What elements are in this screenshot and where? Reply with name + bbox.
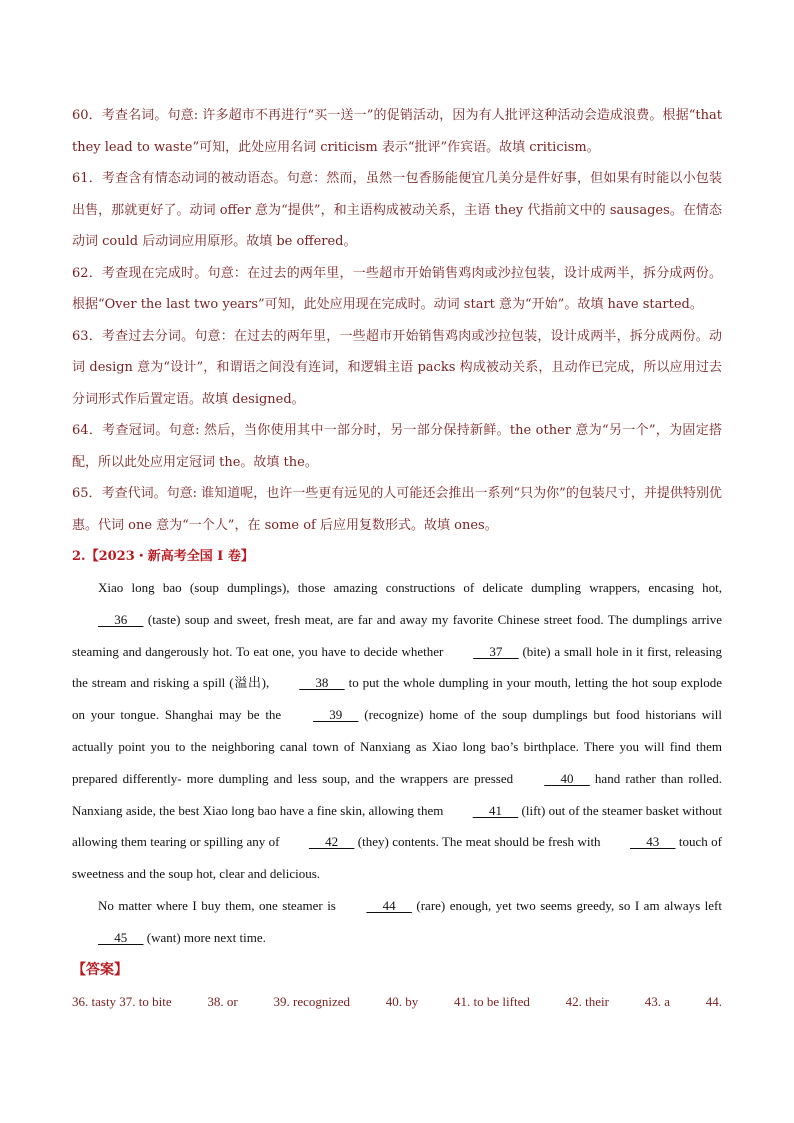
answer-item: 39. recognized — [273, 993, 351, 1009]
passage — [72, 572, 722, 954]
answer-item: 38. or — [207, 993, 238, 1009]
explanation-62: 62．考查现在完成时。句意：在过去的两年里，一些超市开始销售鸡肉或沙拉包装，设计成两半，拆分成两份。根据“Over the last two years”可知，此处应用现在完成时。动词 start 意为“开始”。故填 have started。 — [72, 265, 722, 312]
answer-item: 42. their — [565, 993, 609, 1009]
passage-text: hand rather than rolled. Nanxiang aside, the best Xiao long bao have a fine skin, allowing them — [72, 770, 722, 818]
answer-item: 41. to be lifted — [454, 993, 530, 1009]
passage-text: to put the whole dumpling in your mouth, letting the hot soup explode on your tongue. Shanghai may be the — [72, 675, 722, 723]
passage-paragraph-1 — [72, 572, 722, 890]
answer-heading: 【答案】 — [72, 961, 128, 978]
blank-42: 42 — [308, 834, 355, 850]
passage-text: (recognize) home of the soup dumplings but food historians will actually point you to the neighboring canal town of Nanxiang as Xiao long bao’s birthplace. There you will find them prepared differently- more dumpling and less soup, and the wrappers are pressed — [72, 707, 722, 786]
section-heading: 2.【2023・新高考全国 I 卷】 — [72, 549, 254, 564]
blank-45: 45 — [98, 929, 144, 945]
blank-44: 44 — [366, 897, 412, 913]
answer-row — [72, 986, 722, 1017]
blank-41: 41 — [472, 802, 519, 818]
blank-40: 40 — [544, 770, 590, 786]
passage-text: Xiao long bao (soup dumplings), those amazing constructions of delicate dumpling wrappers, encasing hot, — [98, 580, 722, 595]
blank-38: 38 — [299, 675, 345, 691]
explanations — [72, 100, 722, 541]
passage-text: (bite) a small hole in it first, releasing the stream and risking a spill (溢出), — [72, 643, 722, 691]
answer-item: 43. a — [644, 993, 670, 1009]
explanation-63: 63．考查过去分词。句意：在过去的两年里，一些超市开始销售鸡肉或沙拉包装，设计成两半，拆分成两份。动词 design 意为“设计”，和谓语之间没有连词，和逻辑主语 packs 构成被动关系，且动作已完成，所以应用过去分词形式作后置定语。故填 designed。 — [72, 328, 722, 407]
explanation-60: 60．考查名词。句意: 许多超市不再进行“买一送一”的促销活动，因为有人批评这种活动会造成浪费。根据“that they lead to waste”可知，此处应用名词 criticism 表示“批评”作宾语。故填 criticism。 — [72, 108, 722, 155]
answer-item: 36. tasty 37. to bite — [72, 993, 172, 1009]
passage-text: No matter where I buy them, one steamer is — [98, 897, 341, 913]
passage-paragraph-2 — [72, 890, 722, 954]
document-page — [72, 100, 722, 1017]
passage-text: (taste) soup and sweet, fresh meat, are far and away my favorite Chinese street food. The dumplings arrive steaming and dangerously hot. To eat one, you have to decide whether — [72, 611, 722, 659]
passage-text: (they) contents. The meat should be fresh with — [354, 834, 604, 850]
blank-39: 39 — [313, 707, 359, 723]
blank-43: 43 — [629, 834, 676, 850]
answer-item: 44. — [705, 993, 722, 1009]
explanation-61: 61．考查含有情态动词的被动语态。句意：然而，虽然一包香肠能便宜几美分是件好事，但如果有时能以小包装出售，那就更好了。动词 offer 意为“提供”，和主语构成被动关系，主语 they 代指前文中的 sausages。在情态动词 could 后动词应用原形。故填 be offered。 — [72, 171, 722, 249]
passage-text: (want) more next time. — [143, 929, 266, 945]
passage-text: touch of sweetness and the soup hot, clear and delicious. — [72, 834, 722, 882]
answer-item: 40. by — [385, 993, 419, 1009]
passage-text: (rare) enough, yet two seems greedy, so I am always left — [411, 897, 722, 913]
blank-36: 36 — [98, 611, 144, 627]
passage-text: (lift) out of the steamer basket without allowing them tearing or spilling any of — [72, 802, 722, 850]
explanation-64: 64．考查冠词。句意: 然后，当你使用其中一部分时，另一部分保持新鲜。the other 意为“另一个”，为固定搭配，所以此处应用定冠词 the。故填 the。 — [72, 423, 722, 470]
blank-37: 37 — [473, 643, 519, 659]
explanation-65: 65．考查代词。句意: 谁知道呢，也许一些更有远见的人可能还会推出一系列“只为你”的包装尺寸，并提供特别优惠。代词 one 意为“一个人”，在 some of 后应用复数形式。故填 ones。 — [72, 486, 722, 533]
